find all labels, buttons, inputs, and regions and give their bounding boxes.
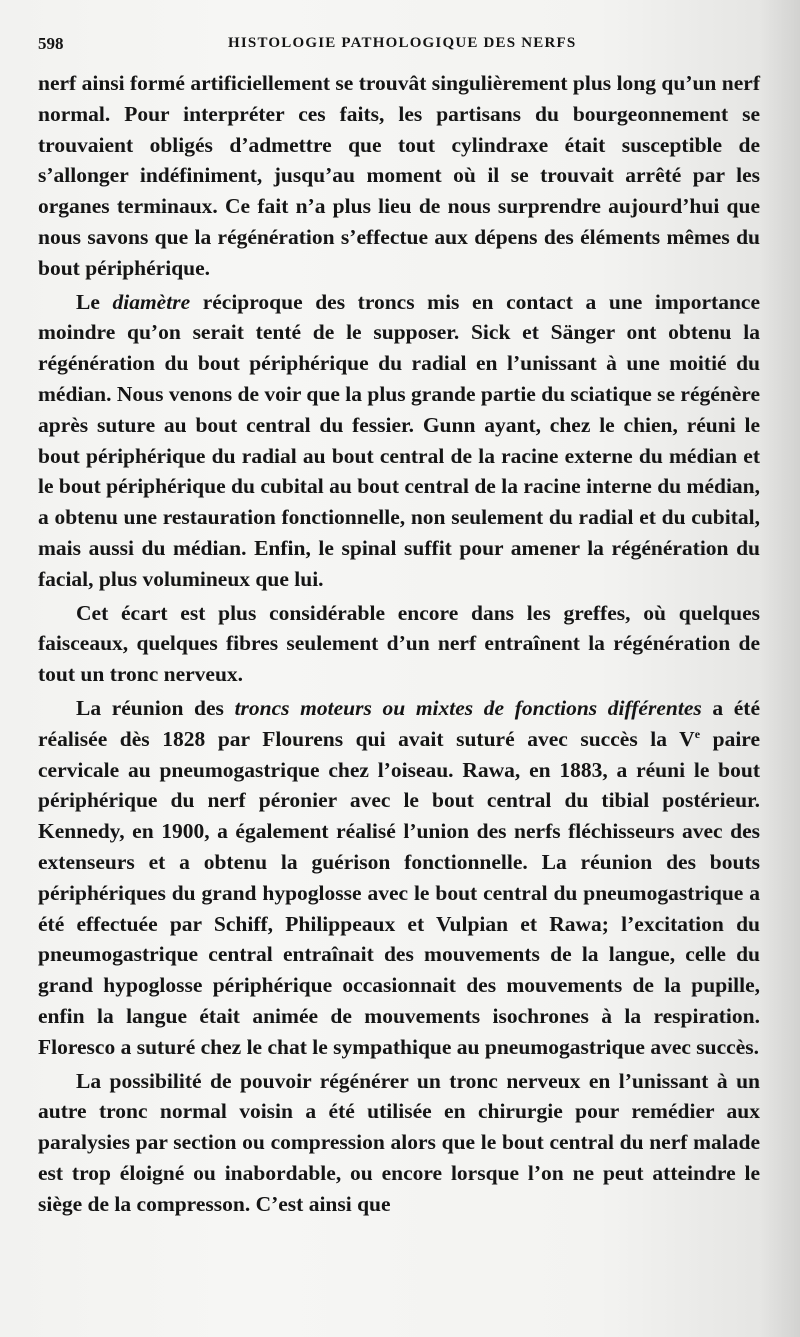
italic-term: troncs moteurs ou mixtes de fonctions différentes [234,695,702,720]
text-run: La possibilité de pouvoir régénérer un tronc nerveux en l’unissant à un autre tronc normal voisin a été utilisée en chirurgie pour remédier aux paralysies par section ou compression alors que le bout central du nerf malade est trop éloigné ou inabordable, ou encore lorsque l’on ne peut atteindre le siège de la compresson. C’est ainsi que [38,1068,760,1216]
text-run: paire cervicale au pneumogastrique chez l’oiseau. Rawa, en 1883, a réuni le bout périphérique du nerf péronier avec le bout central du tibial postérieur. Kennedy, en 1900, a également réalisé l’union des nerfs fléchisseurs avec des extenseurs et a obtenu la guérison fonctionnelle. La réunion des bouts périphériques du grand hypoglosse avec le bout central du pneumogastrique a été effectuée par Schiff, Philippeaux et Vulpian et Rawa; l’excitation du pneumogastrique central entraînait des mouvements de la langue, celle du grand hypoglosse périphérique occasionnait des mouvements de la pupille, enfin la langue était animée de mouvements isochrones à la respiration. Floresco a suturé chez le chat le sympathique au pneumogastrique avec succès. [38,726,760,1059]
running-title: HISTOLOGIE PATHOLOGIQUE DES NERFS [228,35,577,51]
paragraph [38,68,760,284]
text-run: Cet écart est plus considérable encore dans les greffes, où quelques faisceaux, quelques fibres seulement d’un nerf entraînent la régénération de tout un tronc nerveux. [38,600,760,687]
text-run: La réunion des [76,695,235,720]
text-run: a été réalisée dès 1828 par Flourens qui avait suturé avec succès la V [38,695,761,751]
paragraph [38,693,760,1063]
paragraph [38,598,760,690]
text-run: Le [76,289,113,314]
page-number: 598 [38,34,64,53]
text-run: réciproque des troncs mis en contact a une importance moindre qu’on serait tenté de le supposer. Sick et Sänger ont obtenu la régénération du bout périphérique du radial en l’unissant à une moitié du médian. Nous venons de voir que la plus grande partie du sciatique se régénère après suture au bout central du fessier. Gunn ayant, chez le chien, réuni le bout périphérique du radial au bout central de la racine externe du médian et le bout périphérique du cubital au bout central de la racine interne du médian, a obtenu une restauration fonctionnelle, non seulement du radial et du cubital, mais aussi du médian. Enfin, le spinal suffit pour amener la régénération du facial, plus volumineux que lui. [38,289,761,591]
text-run: nerf ainsi formé artificiellement se trouvât singulièrement plus long qu’un nerf normal. Pour interpréter ces faits, les partisans du bourgeonnement se trouvaient obligés d’admettre que tout cylindraxe était susceptible de s’allonger indéfiniment, jusqu’au moment où il se trouvait arrêté par les organes terminaux. Ce fait n’a plus lieu de nous surprendre aujourd’hui que nous savons que la régénération s’effectue aux dépens des éléments mêmes du bout périphérique. [38,71,760,280]
paragraph [38,1066,760,1220]
superscript: e [694,726,701,741]
page-header [38,34,758,56]
body-text [38,68,760,1219]
page-edge-shadow [760,0,800,1337]
italic-term: diamètre [112,289,191,314]
paragraph [38,287,760,595]
